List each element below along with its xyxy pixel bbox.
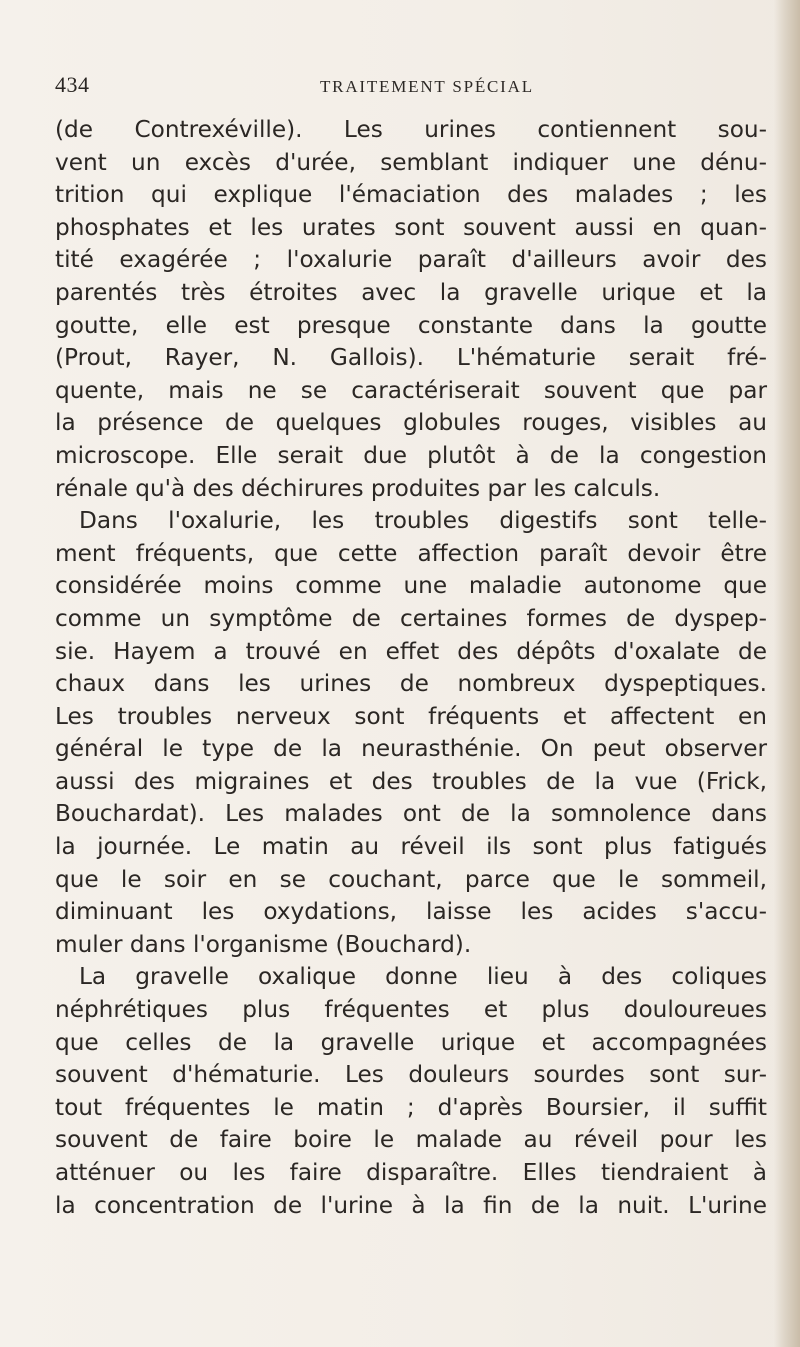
text-line: Dans l'oxalurie, les troubles digestifs sont telle-	[79, 507, 767, 535]
text-line: tité exagérée ; l'oxalurie paraît d'ailleurs avoir des	[55, 246, 767, 274]
text-line: néphrétiques plus fréquentes et plus douloureues	[55, 996, 767, 1024]
text-line: parentés très étroites avec la gravelle urique et la	[55, 278, 767, 306]
text-line: sie. Hayem a trouvé en effet des dépôts d'oxalate de	[55, 637, 767, 665]
text-line: microscope. Elle serait due plutôt à de la congestion	[55, 441, 767, 469]
page-edge-shadow	[774, 0, 800, 1347]
text-line: vent un excès d'urée, semblant indiquer une dénu-	[55, 148, 767, 176]
text-line: rénale qu'à des déchirures produites par les calculs.	[55, 474, 661, 502]
text-line: la journée. Le matin au réveil ils sont plus fatigués	[55, 833, 767, 861]
text-line: ment fréquents, que cette affection paraît devoir être	[55, 539, 767, 567]
text-line: (de Contrexéville). Les urines contiennent sou-	[55, 116, 767, 143]
text-line: considérée moins comme une maladie autonome que	[55, 572, 767, 600]
text-line: la concentration de l'urine à la fin de la nuit. L'urine	[55, 1191, 767, 1219]
text-line: atténuer ou les faire disparaître. Elles tiendraient à	[55, 1159, 767, 1186]
text-line: phosphates et les urates sont souvent aussi en quan-	[55, 213, 767, 241]
text-line: quente, mais ne se caractériserait souvent que par	[55, 376, 767, 404]
text-line: souvent d'hématurie. Les douleurs sourdes sont sur-	[55, 1061, 767, 1089]
text-line: (Prout, Rayer, N. Gallois). L'hématurie serait fré-	[55, 344, 767, 372]
text-line: que le soir en se couchant, parce que le sommeil,	[55, 865, 767, 893]
text-line: muler dans l'organisme (Bouchard).	[55, 930, 472, 958]
text-line: souvent de faire boire le malade au réveil pour les	[55, 1126, 767, 1154]
page-header	[55, 60, 755, 100]
body-text	[55, 114, 767, 1222]
text-line: la présence de quelques globules rouges, visibles au	[55, 409, 767, 437]
text-line: comme un symptôme de certaines formes de dyspep-	[55, 604, 767, 632]
text-line: général le type de la neurasthénie. On peut observer	[55, 735, 767, 763]
text-line: trition qui explique l'émaciation des malades ; les	[55, 181, 767, 209]
text-line: que celles de la gravelle urique et accompagnées	[55, 1028, 767, 1056]
text-line: La gravelle oxalique donne lieu à des coliques	[79, 963, 767, 991]
text-line: tout fréquentes le matin ; d'après Boursier, il suffit	[55, 1093, 767, 1121]
text-line: diminuant les oxydations, laisse les acides s'accu-	[55, 898, 767, 926]
page-number: 434	[55, 72, 90, 97]
running-head: TRAITEMENT SPÉCIAL	[320, 77, 534, 96]
text-line: Bouchardat). Les malades ont de la somnolence dans	[55, 800, 767, 828]
text-line: goutte, elle est presque constante dans la goutte	[55, 311, 767, 339]
text-line: chaux dans les urines de nombreux dyspeptiques.	[55, 670, 767, 698]
text-line: aussi des migraines et des troubles de la vue (Frick,	[55, 767, 767, 795]
text-line: Les troubles nerveux sont fréquents et affectent en	[55, 702, 767, 730]
